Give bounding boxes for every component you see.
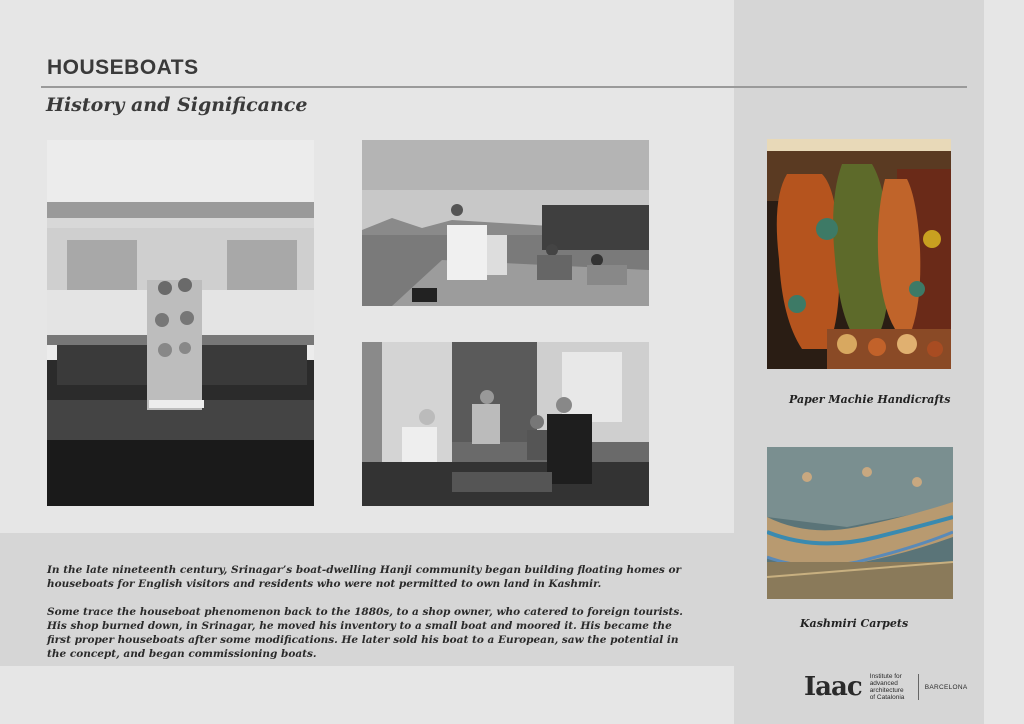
iaac-logo-text [870, 673, 914, 701]
kashmiri-carpet-photo [767, 447, 953, 599]
title-divider [41, 86, 967, 88]
logo-line-2: advanced [869, 680, 898, 687]
caption-paper-mache: Paper Machie Handicrafts [789, 393, 951, 406]
body-paragraph-1: In the late nineteenth century, Srinagar’s boat-dwelling Hanji community began building floating homes or houseboats for English visitors and residents who were not permitted to own land in Kashmir. [47, 564, 681, 590]
logo-city: BARCELONA [924, 683, 968, 691]
houseboat-interior-photo [362, 342, 649, 506]
iaac-logo [804, 672, 967, 702]
houseboat-family-photo [47, 140, 314, 506]
logo-separator [918, 674, 919, 700]
logo-line-3: architecture [869, 687, 904, 694]
caption-kashmiri-carpets: Kashmiri Carpets [800, 617, 909, 630]
body-paragraph-2: Some trace the houseboat phenomenon back to the 1880s, to a shop owner, who catered to foreign tourists. His shop burned down, in Srinagar, he moved his inventory to a small boat and moored it. His became the first proper houseboats after some modifications. He later sold his boat to a European, saw the potential in the concept, and began commissioning boats. [47, 606, 683, 660]
paper-mache-handicrafts-photo [767, 139, 951, 369]
logo-line-4: of Catalonia [869, 694, 905, 701]
barber-on-deck-photo [362, 140, 649, 306]
iaac-logo-mark: Iaac [804, 672, 862, 702]
page-title: HOUSEBOATS [47, 56, 199, 79]
right-margin-strip [984, 0, 1024, 724]
body-text [47, 563, 697, 675]
logo-line-1: Institute for [869, 673, 902, 680]
page-subtitle: History and Significance [46, 94, 308, 116]
